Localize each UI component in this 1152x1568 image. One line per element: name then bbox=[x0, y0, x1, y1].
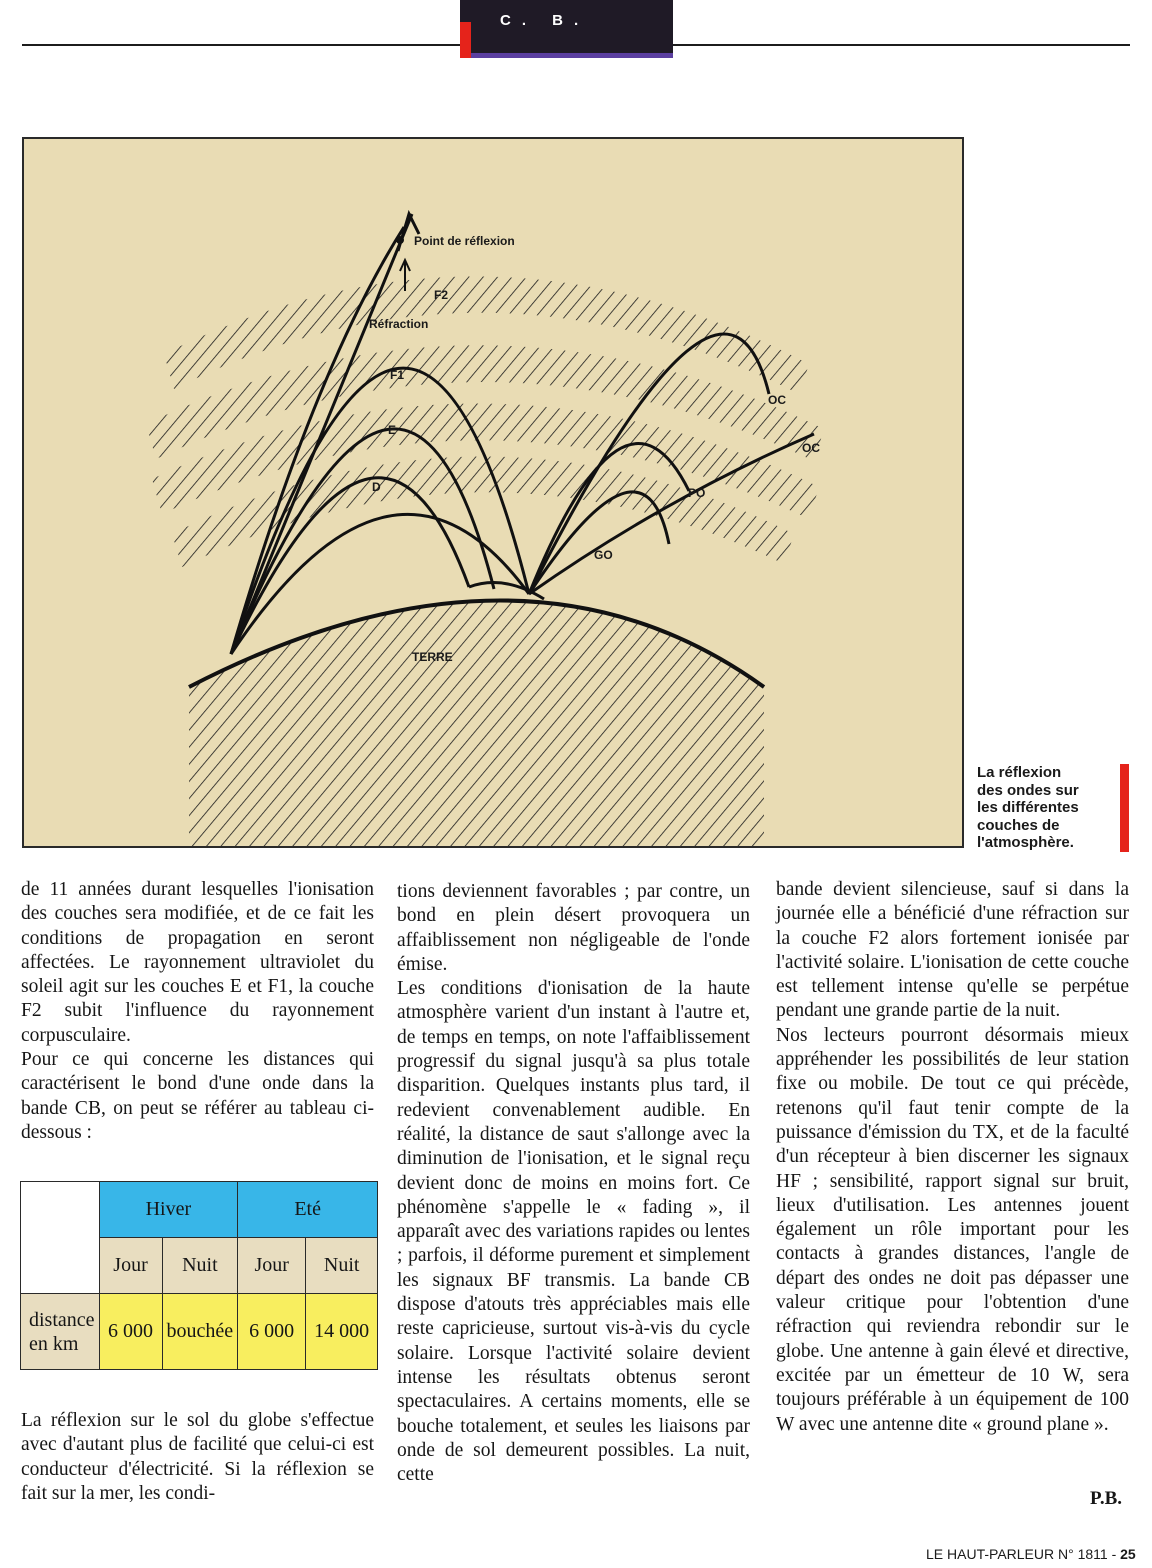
label-oc-upper: OC bbox=[768, 393, 786, 407]
label-refraction: Réfraction bbox=[369, 317, 429, 331]
label-e: E bbox=[388, 423, 397, 437]
table-cell-winter-night: bouchée bbox=[162, 1294, 238, 1370]
section-tab-accent bbox=[460, 22, 471, 58]
row-label-line: distance bbox=[29, 1308, 95, 1331]
label-f2: F2 bbox=[434, 288, 449, 302]
label-reflection-point: Point de réflexion bbox=[414, 234, 515, 248]
section-tab bbox=[460, 0, 673, 58]
paragraph: Les conditions d'ionisation de la haute atmosphère varient d'un instant à l'autre et, de temps en temps, on note l'affaiblissement progressif du signal jusqu'à sa plus totale disparition. Quelques instants plus tard, il redevient convenablement audible. En réalité, la distance de saut s'allonge avec la diminution de l'ionisation, et le signal reçu devient donc de moins en moins fort. Ce phénomène s'appelle le « fading », il apparaît avec des variations rapides ou lentes ; parfois, il déforme purement et simplement les signaux BF transmis. La bande CB dispose d'atouts très appréciables mais elle reste capricieuse, surtout vis-à-vis du cycle solaire. Lorsque l'activité solaire devient intense les résultats obtenus seront spectaculaires. A certains moments, elle se bouche totalement, et seules les liaisons par onde de sol demeurent possibles. La nuit, cette bbox=[397, 978, 750, 1486]
table-cell-summer-day: 6 000 bbox=[238, 1294, 306, 1370]
table-header-winter: Hiver bbox=[99, 1182, 238, 1238]
paragraph: de 11 années durant lesquelles l'ionisation des couches sera modifiée, et de ce fait les conditions de propagation en seront affectées. Le rayonnement ultraviolet du soleil agit sur les couches E et F1, la couche F2 subit l'influence du rayonnement corpusculaire. bbox=[21, 879, 374, 1046]
diagram-svg bbox=[24, 139, 962, 846]
paragraph: bande devient silencieuse, sauf si dans la journée elle a bénéficié d'une réfraction sur la couche F2 alors fortement ionisée par l'activité solaire. L'ionisation de cette couche est tellement intense qu'elle se perpétue pendant une grande partie de la nuit. bbox=[776, 879, 1129, 1022]
page-number: 25 bbox=[1120, 1546, 1136, 1562]
caption-line: La réflexion bbox=[977, 764, 1062, 781]
propagation-diagram bbox=[22, 137, 964, 848]
caption-accent-bar bbox=[1120, 764, 1129, 852]
table-subheader-day: Jour bbox=[99, 1238, 162, 1294]
table-subheader-day: Jour bbox=[238, 1238, 306, 1294]
paragraph: Nos lecteurs pourront désormais mieux appréhender les possibilités de leur station fixe ou mobile. De tout ce qui précède, retenons qu'il faut tenir compte de la puissance d'émission du TX, et de la faculté d'un récepteur à bien discerner les signaux HF ; sensibilité, rapport signal sur bruit, lieux d'utilisation. Les antennes jouent également un rôle important pour les contacts à grandes distances, l'angle de départ des ondes ne doit pas dépasser une valeur critique pour l'obtention d'une réfraction qui reviendra rebondir sur le globe. Une antenne à gain élevé et directive, excitée par un émetteur de 10 W, sera toujours préférable à un équipement de 100 W avec une antenne dite « ground plane ». bbox=[776, 1024, 1129, 1435]
label-go: GO bbox=[594, 548, 613, 562]
article-column-1-continued bbox=[21, 1409, 374, 1506]
table-row-label bbox=[21, 1294, 100, 1370]
caption-line: couches de bbox=[977, 816, 1060, 834]
paragraph: La réflexion sur le sol du globe s'effectue avec d'autant plus de facilité que celui-ci est conducteur d'électricité. Si la réflexion se fait sur la mer, les condi- bbox=[21, 1410, 374, 1504]
caption-line: l'atmosphère. bbox=[977, 834, 1074, 851]
article-column-1 bbox=[21, 878, 374, 1145]
hop-distance-table bbox=[20, 1181, 378, 1370]
magazine-name: LE HAUT-PARLEUR N° 1811 - bbox=[926, 1546, 1121, 1562]
table-header-summer: Eté bbox=[238, 1182, 378, 1238]
label-d: D bbox=[372, 480, 381, 494]
article-column-3 bbox=[776, 878, 1129, 1437]
caption-line: les différentes bbox=[977, 799, 1079, 816]
table-corner-cell bbox=[21, 1182, 100, 1294]
label-earth: TERRE bbox=[412, 650, 453, 664]
table-cell-summer-night: 14 000 bbox=[306, 1294, 378, 1370]
table-subheader-night: Nuit bbox=[306, 1238, 378, 1294]
paragraph: tions deviennent favorables ; par contre, un bond en plein désert provoquera un affaiblissement non négligeable de l'onde émise. bbox=[397, 881, 750, 975]
table-subheader-night: Nuit bbox=[162, 1238, 238, 1294]
label-po: PO bbox=[688, 486, 706, 500]
section-title: C. B. bbox=[500, 12, 590, 29]
label-oc-lower: OC bbox=[802, 441, 820, 455]
table-cell-winter-day: 6 000 bbox=[99, 1294, 162, 1370]
label-f1: F1 bbox=[390, 368, 405, 382]
figure-caption bbox=[977, 764, 1127, 852]
row-label-line: en km bbox=[29, 1332, 79, 1355]
page-footer bbox=[926, 1546, 1136, 1562]
article-column-2 bbox=[397, 880, 750, 1487]
paragraph: Pour ce qui concerne les distances qui caractérisent le bond d'une onde dans la bande CB, on peut se référer au tableau ci-dessous : bbox=[21, 1049, 374, 1143]
caption-line: des ondes sur bbox=[977, 781, 1079, 799]
reflection-point-marker bbox=[396, 236, 404, 244]
author-signature: P.B. bbox=[1090, 1488, 1123, 1509]
